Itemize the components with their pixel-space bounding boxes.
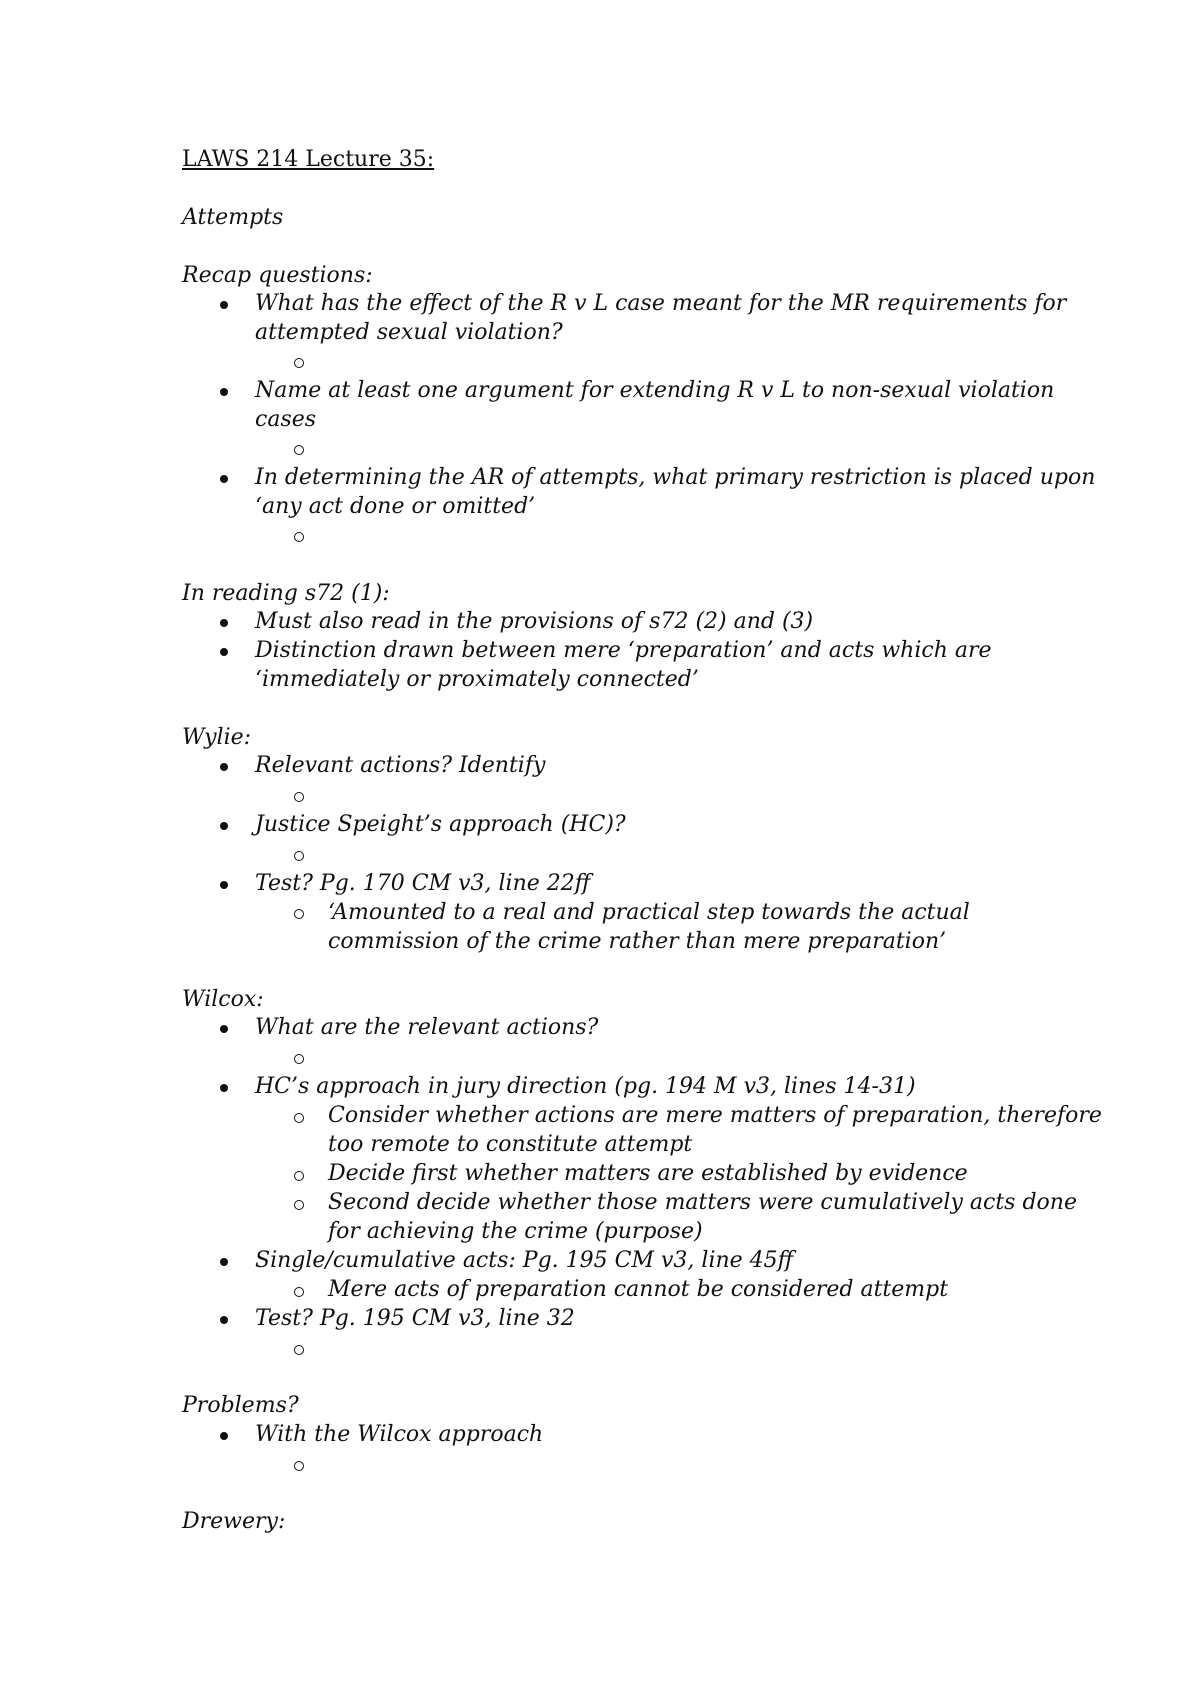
wylie-sub-1-line1: ‘Amounted to a real and practical step towards the actual bbox=[328, 900, 970, 925]
wilcox-bullet-2: HC’s approach in jury direction (pg. 194 M v3, lines 14-31) bbox=[255, 1074, 916, 1099]
topic-heading: Attempts bbox=[182, 205, 284, 230]
bullet-icon bbox=[220, 1432, 228, 1440]
sub-bullet-icon bbox=[294, 1287, 304, 1297]
wylie-heading: Wylie: bbox=[182, 725, 252, 750]
sub-bullet-icon bbox=[294, 851, 304, 861]
wylie-bullet-3: Test? Pg. 170 CM v3, line 22ff bbox=[255, 871, 591, 896]
bullet-icon bbox=[220, 1258, 228, 1266]
bullet-icon bbox=[220, 648, 228, 656]
bullet-icon bbox=[220, 301, 228, 309]
sub-bullet-icon bbox=[294, 909, 304, 919]
wilcox-sub-3-line1: Second decide whether those matters were cumulatively acts done bbox=[328, 1190, 1077, 1215]
wilcox-sub-1-line1: Consider whether actions are mere matters of preparation, therefore bbox=[328, 1103, 1102, 1128]
wilcox-bullet-3: Single/cumulative acts: Pg. 195 CM v3, line 45ff bbox=[255, 1248, 794, 1273]
problems-heading: Problems? bbox=[182, 1393, 299, 1418]
sub-bullet-icon bbox=[294, 532, 304, 542]
recap-q2-line2: cases bbox=[255, 407, 317, 432]
bullet-icon bbox=[220, 1084, 228, 1092]
bullet-icon bbox=[220, 763, 228, 771]
sub-bullet-icon bbox=[294, 358, 304, 368]
bullet-icon bbox=[220, 881, 228, 889]
wilcox-sub-2: Decide first whether matters are established by evidence bbox=[328, 1161, 968, 1186]
sub-bullet-icon bbox=[294, 1200, 304, 1210]
wilcox-sub-4: Mere acts of preparation cannot be considered attempt bbox=[328, 1277, 949, 1302]
wilcox-sub-1-line2: too remote to constitute attempt bbox=[328, 1132, 693, 1157]
wilcox-heading: Wilcox: bbox=[182, 987, 264, 1012]
sub-bullet-icon bbox=[294, 792, 304, 802]
wilcox-bullet-4: Test? Pg. 195 CM v3, line 32 bbox=[255, 1306, 575, 1331]
bullet-icon bbox=[220, 475, 228, 483]
recap-q1-line2: attempted sexual violation? bbox=[255, 320, 563, 345]
bullet-icon bbox=[220, 1316, 228, 1324]
recap-q1-line1: What has the effect of the R v L case meant for the MR requirements for bbox=[255, 291, 1067, 316]
lecture-title: LAWS 214 Lecture 35: bbox=[182, 147, 435, 172]
recap-q3-line1: In determining the AR of attempts, what primary restriction is placed upon bbox=[255, 465, 1096, 490]
s72-heading: In reading s72 (1): bbox=[182, 581, 390, 606]
problems-bullet-1: With the Wilcox approach bbox=[255, 1422, 544, 1447]
sub-bullet-icon bbox=[294, 1113, 304, 1123]
sub-bullet-icon bbox=[294, 1461, 304, 1471]
bullet-icon bbox=[220, 822, 228, 830]
sub-bullet-icon bbox=[294, 1345, 304, 1355]
wylie-sub-1-line2: commission of the crime rather than mere preparation’ bbox=[328, 929, 947, 954]
bullet-icon bbox=[220, 388, 228, 396]
wilcox-sub-3-line2: for achieving the crime (purpose) bbox=[328, 1219, 703, 1244]
wilcox-bullet-1: What are the relevant actions? bbox=[255, 1015, 599, 1040]
s72-bullet-2-line1: Distinction drawn between mere ‘preparation’ and acts which are bbox=[255, 638, 992, 663]
wylie-bullet-1: Relevant actions? Identify bbox=[255, 753, 546, 778]
sub-bullet-icon bbox=[294, 445, 304, 455]
s72-bullet-2-line2: ‘immediately or proximately connected’ bbox=[255, 667, 699, 692]
bullet-icon bbox=[220, 1025, 228, 1033]
wylie-bullet-2: Justice Speight’s approach (HC)? bbox=[255, 812, 626, 837]
drewery-heading: Drewery: bbox=[182, 1509, 286, 1534]
recap-q2-line1: Name at least one argument for extending R v L to non-sexual violation bbox=[255, 378, 1055, 403]
bullet-icon bbox=[220, 619, 228, 627]
recap-heading: Recap questions: bbox=[182, 263, 373, 288]
recap-q3-line2: ‘any act done or omitted’ bbox=[255, 494, 536, 519]
sub-bullet-icon bbox=[294, 1054, 304, 1064]
s72-bullet-1: Must also read in the provisions of s72 (2) and (3) bbox=[255, 609, 814, 634]
sub-bullet-icon bbox=[294, 1171, 304, 1181]
